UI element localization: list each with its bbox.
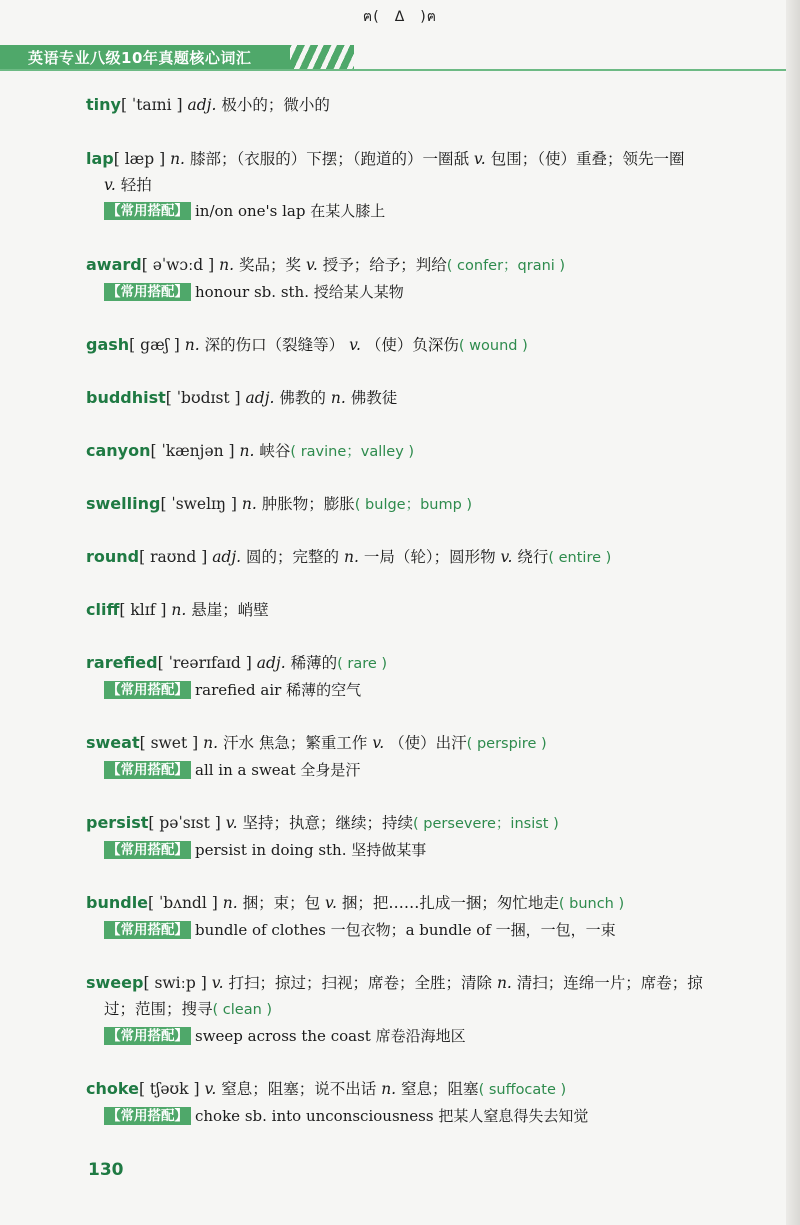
definition: 圆的；完整的 bbox=[246, 548, 340, 566]
definition: 清扫；连绵一片；席卷；掠 bbox=[516, 974, 703, 992]
part-of-speech: n. bbox=[203, 734, 219, 752]
headword: tiny bbox=[86, 95, 121, 114]
definition: 轻拍 bbox=[120, 176, 152, 194]
collocation bbox=[86, 1023, 756, 1049]
header-rule bbox=[0, 69, 786, 71]
vocab-entry bbox=[86, 252, 756, 305]
phonetic: [ klɪf ] bbox=[119, 601, 167, 619]
phonetic: [ læp ] bbox=[113, 150, 166, 168]
definition: （使）出汗 bbox=[389, 734, 467, 752]
vocab-entry bbox=[86, 730, 756, 783]
collocation-text: in/on one's lap 在某人膝上 bbox=[195, 202, 386, 220]
phonetic: [ ˈreərɪfaɪd ] bbox=[157, 654, 252, 672]
vocab-entry bbox=[86, 146, 756, 224]
part-of-speech: adj. bbox=[256, 654, 286, 672]
collocation bbox=[86, 917, 756, 943]
collocation bbox=[86, 1103, 756, 1129]
running-header bbox=[0, 45, 800, 71]
collocation-badge: 【常用搭配】 bbox=[104, 1027, 191, 1045]
part-of-speech: n. bbox=[222, 894, 238, 912]
vocab-entry bbox=[86, 650, 756, 703]
part-of-speech: n. bbox=[171, 601, 187, 619]
definition: 悬崖；峭壁 bbox=[191, 601, 269, 619]
synonyms: ( suffocate ) bbox=[478, 1082, 567, 1098]
part-of-speech: v. bbox=[104, 176, 116, 194]
page-edge bbox=[786, 0, 800, 1225]
definition: 稀薄的 bbox=[290, 654, 338, 672]
collocation-text: choke sb. into unconsciousness 把某人窒息得失去知觉 bbox=[195, 1107, 589, 1125]
definition: （使）负深伤 bbox=[365, 336, 459, 354]
phonetic: [ swet ] bbox=[139, 734, 199, 752]
book-title: 英语专业八级10年真题核心词汇 bbox=[0, 45, 290, 71]
headword: canyon bbox=[86, 441, 151, 460]
part-of-speech: v. bbox=[325, 894, 337, 912]
synonyms: ( ravine；valley ) bbox=[290, 444, 415, 460]
phonetic: [ ˈswelɪŋ ] bbox=[160, 495, 237, 513]
phonetic: [ raʊnd ] bbox=[139, 548, 208, 566]
collocation-badge: 【常用搭配】 bbox=[104, 1107, 191, 1125]
header-stripes bbox=[284, 45, 354, 71]
collocation-text: honour sb. sth. 授给某人某物 bbox=[195, 283, 404, 301]
phonetic: [ ˈbʌndl ] bbox=[148, 894, 218, 912]
collocation bbox=[86, 837, 756, 863]
synonyms: ( perspire ) bbox=[466, 736, 547, 752]
collocation bbox=[86, 677, 756, 703]
collocation-text: bundle of clothes 一包衣物；a bundle of 一捆，一包，一束 bbox=[195, 921, 616, 939]
definition: 捆；把……扎成一捆；匆忙地走 bbox=[341, 894, 559, 912]
definition: 峡谷 bbox=[259, 442, 291, 460]
collocation-badge: 【常用搭配】 bbox=[104, 283, 191, 301]
headword: sweep bbox=[86, 973, 144, 992]
part-of-speech: v. bbox=[305, 256, 318, 274]
synonyms: ( entire ) bbox=[548, 550, 612, 566]
synonyms: ( bulge；bump ) bbox=[354, 497, 473, 513]
headword: rarefied bbox=[86, 653, 158, 672]
vocab-entry bbox=[86, 890, 756, 943]
vocab-entry bbox=[86, 332, 756, 359]
definition: 打扫；掠过；扫视；席卷；全胜；清除 bbox=[228, 974, 492, 992]
part-of-speech: n. bbox=[219, 256, 235, 274]
vocab-entry bbox=[86, 92, 756, 118]
vocab-entry bbox=[86, 438, 756, 465]
definition: 窒息；阻塞 bbox=[401, 1080, 479, 1098]
part-of-speech: v. bbox=[204, 1080, 217, 1098]
synonyms: ( bunch ) bbox=[558, 896, 625, 912]
definition: 绕行 bbox=[517, 548, 549, 566]
collocation-badge: 【常用搭配】 bbox=[104, 921, 191, 939]
part-of-speech: n. bbox=[184, 336, 200, 354]
part-of-speech: adj. bbox=[187, 96, 217, 114]
definition: 佛教的 bbox=[279, 389, 326, 407]
part-of-speech: n. bbox=[343, 548, 359, 566]
page-number: 130 bbox=[88, 1160, 124, 1180]
vocab-entry bbox=[86, 1076, 756, 1129]
definition: 过；范围；搜寻 bbox=[104, 1000, 213, 1018]
collocation bbox=[86, 757, 756, 783]
definition: 膝部；（衣服的）下摆；（跑道的）一圈舐 bbox=[189, 150, 469, 168]
synonyms: ( rare ) bbox=[337, 656, 388, 672]
headword: lap bbox=[86, 149, 114, 168]
headword: persist bbox=[86, 813, 149, 832]
collocation-badge: 【常用搭配】 bbox=[104, 681, 191, 699]
synonyms: ( persevere；insist ) bbox=[413, 816, 559, 832]
vocab-entry bbox=[86, 970, 756, 1049]
part-of-speech: adj. bbox=[212, 548, 242, 566]
headword: cliff bbox=[86, 600, 120, 619]
definition: 深的伤口（裂缝等） bbox=[204, 336, 345, 354]
phonetic: [ tʃəʊk ] bbox=[138, 1080, 200, 1098]
vocab-entry bbox=[86, 544, 756, 571]
headword: gash bbox=[86, 335, 130, 354]
collocation-text: sweep across the coast 席卷沿海地区 bbox=[195, 1027, 466, 1045]
headword: choke bbox=[86, 1079, 139, 1098]
definition: 佛教徒 bbox=[350, 389, 398, 407]
synonyms: ( clean ) bbox=[212, 1002, 273, 1018]
vocab-entry bbox=[86, 810, 756, 863]
definition: 授予；给予；判给 bbox=[322, 256, 447, 274]
definition: 奖品；奖 bbox=[239, 256, 302, 274]
headword: sweat bbox=[86, 733, 140, 752]
phonetic: [ gæʃ ] bbox=[129, 336, 180, 354]
definition: 包围；（使）重叠；领先一圈 bbox=[490, 150, 685, 168]
definition: 肿胀物；膨胀 bbox=[261, 495, 355, 513]
collocation bbox=[86, 279, 756, 305]
part-of-speech: n. bbox=[496, 974, 512, 992]
part-of-speech: v. bbox=[372, 734, 385, 752]
headword: buddhist bbox=[86, 388, 166, 407]
part-of-speech: n. bbox=[330, 389, 346, 407]
vocab-entry bbox=[86, 385, 756, 411]
collocation-text: rarefied air 稀薄的空气 bbox=[195, 681, 362, 699]
collocation-text: persist in doing sth. 坚持做某事 bbox=[195, 841, 427, 859]
part-of-speech: n. bbox=[170, 150, 185, 168]
headword: swelling bbox=[86, 494, 161, 513]
definition: 一局（轮）；圆形物 bbox=[363, 548, 496, 566]
definition: 坚持；执意；继续；持续 bbox=[242, 814, 414, 832]
part-of-speech: adj. bbox=[245, 389, 275, 407]
part-of-speech: n. bbox=[241, 495, 257, 513]
headword: bundle bbox=[86, 893, 149, 912]
part-of-speech: v. bbox=[500, 548, 513, 566]
synonyms: ( confer；qrani ) bbox=[446, 258, 566, 274]
phonetic: [ pəˈsɪst ] bbox=[148, 814, 221, 832]
part-of-speech: v. bbox=[473, 150, 486, 168]
definition: 极小的；微小的 bbox=[221, 96, 330, 114]
collocation-badge: 【常用搭配】 bbox=[104, 841, 191, 859]
definition: 窒息；阻塞；说不出话 bbox=[221, 1080, 377, 1098]
collocation bbox=[86, 198, 756, 224]
phonetic: [ əˈwɔːd ] bbox=[141, 256, 215, 274]
collocation-badge: 【常用搭配】 bbox=[104, 202, 191, 220]
phonetic: [ ˈtaɪni ] bbox=[120, 96, 183, 114]
part-of-speech: n. bbox=[239, 442, 255, 460]
part-of-speech: v. bbox=[349, 336, 361, 354]
definition: 捆；束；包 bbox=[242, 894, 321, 912]
vocab-entry bbox=[86, 597, 756, 623]
collocation-badge: 【常用搭配】 bbox=[104, 761, 191, 779]
headword: round bbox=[86, 547, 140, 566]
top-emoticon: ฅ( Δ )ฅ bbox=[362, 9, 438, 25]
phonetic: [ swiːp ] bbox=[143, 974, 207, 992]
headword: award bbox=[86, 255, 142, 274]
collocation-text: all in a sweat 全身是汗 bbox=[195, 761, 361, 779]
phonetic: [ ˈbʊdɪst ] bbox=[165, 389, 241, 407]
part-of-speech: v. bbox=[225, 814, 238, 832]
phonetic: [ ˈkænjən ] bbox=[150, 442, 235, 460]
definition: 汗水 焦急；繁重工作 bbox=[222, 734, 368, 752]
part-of-speech: v. bbox=[211, 974, 224, 992]
synonyms: ( wound ) bbox=[458, 338, 528, 354]
vocab-entry bbox=[86, 491, 756, 518]
part-of-speech: n. bbox=[381, 1080, 397, 1098]
